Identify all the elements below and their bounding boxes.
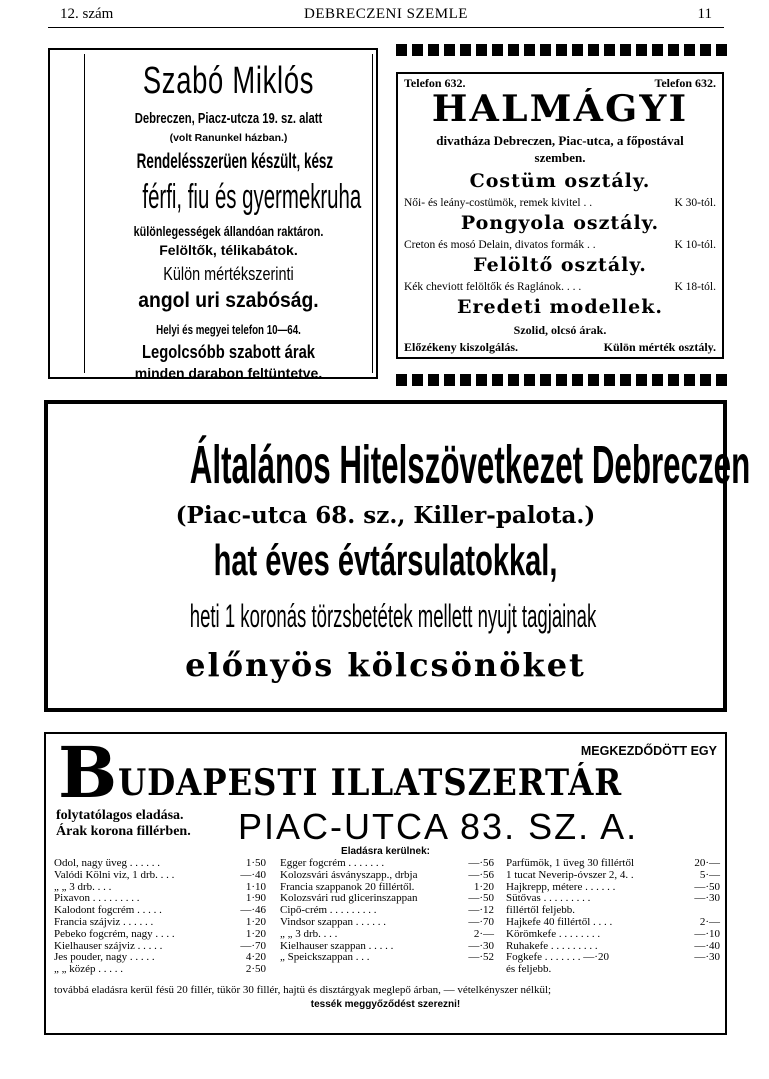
szabo-line: Rendelésszerüen készült, kész (136, 150, 334, 173)
product-name: „ Speickszappan . . . (280, 951, 370, 964)
footer-text: továbbá eladásra kerül fésü 20 fillér, tükör 30 fillér, hajtü és disztárgyak meglepő árban, — vételkényszer nélkül; (54, 984, 552, 996)
product-name: 1 tucat Neverip-óvszer 2, 4. . (506, 868, 634, 881)
product-name: „ „ közép . . . . . (54, 963, 124, 976)
product-name: Ruhakefe . . . . . . . . . (506, 939, 598, 952)
product-price: 4·20 (245, 951, 266, 964)
halmagyi-subtitle: divatháza Debreczen, Piac-utca, a főpostával (436, 133, 684, 148)
item-price: K 10-tól. (674, 239, 716, 251)
telephone-left: Telefon 632. (404, 76, 466, 90)
product-price: —·30 (694, 951, 720, 964)
product-name: Valódi Kölni viz, 1 drb. . . . (54, 868, 175, 881)
product-price: —·10 (694, 927, 720, 940)
product-price: 2·50 (245, 963, 266, 976)
price-column-2 (280, 858, 494, 964)
product-price: 20·— (694, 857, 720, 869)
product-name: Cipő-crém . . . . . . . . . (280, 904, 377, 917)
product-name: Francia szájviz . . . . . . (54, 915, 154, 928)
product-price: —·50 (694, 880, 720, 893)
product-price: —·56 (468, 857, 494, 869)
hitel-address: (Piac-utca 68. sz., Killer-palota.) (175, 502, 596, 529)
product-price: 1·20 (473, 880, 494, 893)
product-name: Odol, nagy üveg . . . . . . (54, 857, 161, 869)
journal-title: DEBRECZENI SZEMLE (304, 6, 468, 22)
product-price: 1·90 (245, 892, 266, 905)
szabo-name: Szabó Miklós (142, 60, 315, 102)
product-price: 5·— (699, 868, 720, 881)
item-price: K 30-tól. (674, 197, 716, 209)
product-name: Körömkefe . . . . . . . . (506, 927, 601, 940)
product-price: —·12 (468, 904, 494, 917)
product-price: —·70 (468, 915, 494, 928)
product-name: Jes pouder, nagy . . . . . (54, 951, 155, 964)
item-price: K 18-tól. (674, 281, 716, 293)
product-price: 1·20 (245, 927, 266, 940)
product-name: Pebeko fogcrém, nagy . . . . (54, 927, 175, 940)
szabo-line: különlegességek állandóan raktáron. (133, 224, 324, 239)
product-name: Parfümök, 1 üveg 30 fillértől (506, 857, 635, 869)
halmagyi-prices-note: Szolid, olcsó árak. (513, 323, 607, 337)
szabo-line: angol uri szabóság. (138, 289, 319, 312)
product-price: 1·50 (245, 857, 266, 869)
product-price: —·40 (240, 868, 266, 881)
price-row (506, 964, 720, 976)
price-row (280, 952, 494, 964)
item-text: Creton és mosó Delain, divatos formák . . (404, 239, 596, 251)
price-note: Árak korona fillérben. (56, 824, 191, 839)
product-price: 2·— (473, 927, 494, 940)
footer-left: Előzékeny kiszolgálás. (404, 340, 519, 354)
product-price: 2·— (699, 915, 720, 928)
product-name: Kolozsvári ásványszapp., drbja (280, 868, 418, 881)
product-name: Kalodont fogcrém . . . . . (54, 904, 162, 917)
hitel-line: heti 1 koronás törzsbetétek mellett nyujt tagjainak (189, 598, 597, 634)
product-price: —·52 (468, 951, 494, 964)
product-name: „ „ 3 drb. . . . (54, 880, 112, 893)
szabo-line: Felöltők, télikabátok. (159, 242, 298, 258)
product-name: Francia szappanok 20 fillértől. (280, 880, 415, 893)
szabo-line: minden darabon feltüntetve. (134, 365, 323, 381)
product-price: —·40 (694, 939, 720, 952)
product-name: Kielhauser szájviz . . . . . (54, 939, 163, 952)
product-name: Hajkrepp, métere . . . . . . (506, 880, 616, 893)
product-name: Pixavon . . . . . . . . . (54, 892, 140, 905)
category-item (404, 197, 716, 209)
square-border-top (396, 44, 727, 56)
product-price: —·50 (468, 892, 494, 905)
footer-right: Külön mérték osztály. (603, 340, 716, 354)
product-name: Kielhauser szappan . . . . . (280, 939, 394, 952)
product-name: „ „ 3 drb. . . . (280, 927, 338, 940)
initial-letter: B (58, 731, 118, 814)
product-name: Sütővas . . . . . . . . . (506, 892, 591, 905)
footer-callout: tessék meggyőződést szerezni! (310, 999, 461, 1010)
szabo-advert (48, 48, 378, 379)
illatszertar-advert (44, 732, 727, 1035)
price-column-3 (506, 858, 720, 976)
product-name: Fogkefe . . . . . . . —·20 (506, 951, 609, 964)
telephone-right: Telefon 632. (654, 76, 716, 90)
halmagyi-subtitle: szemben. (534, 150, 586, 165)
running-header (48, 4, 724, 28)
category-item (404, 239, 716, 251)
product-price: —·30 (694, 892, 720, 905)
started-label: MEGKEZDŐDÖTT EGY (580, 744, 717, 758)
szabo-line: Külön mértékszerinti (163, 264, 294, 284)
hitelszovetkezet-advert (44, 400, 751, 712)
product-name: Kolozsvári rud glicerinszappan (280, 892, 418, 905)
product-name: fillértől feljebb. (506, 904, 576, 917)
product-price: —·30 (468, 939, 494, 952)
item-text: Női- és leány-costümök, remek kivitel . . (404, 197, 593, 209)
product-price: —·46 (240, 904, 266, 917)
category-heading: Eredeti modellek. (456, 296, 664, 318)
product-price: —·70 (240, 939, 266, 952)
sale-heading: Eladásra kerülnek: (341, 846, 430, 857)
sale-note: folytatólagos eladása. (56, 808, 184, 823)
category-item (404, 281, 716, 293)
price-row (54, 964, 266, 976)
hitel-line: előnyös kölcsönöket (185, 646, 586, 684)
product-name: Vindsor szappan . . . . . . (280, 915, 386, 928)
szabo-address: Debreczen, Piacz-utcza 19. sz. alatt (134, 110, 323, 127)
category-heading: Costüm osztály. (469, 170, 651, 192)
price-column-1 (54, 858, 266, 976)
szabo-line: Legolcsóbb szabott árak (141, 342, 316, 362)
hitel-title: Általános Hitelszövetkezet Debreczen (189, 435, 751, 495)
product-name: Egger fogcrém . . . . . . . (280, 857, 385, 869)
item-text: Kék cheviott felöltők és Raglánok. . . . (404, 281, 582, 293)
header-rule (48, 27, 724, 28)
product-name: és feljebb. (506, 963, 552, 976)
szabo-phone: Helyi és megyei telefon 10—64. (156, 322, 301, 337)
product-price: —·56 (468, 868, 494, 881)
product-name: Hajkefe 40 fillértől . . . . (506, 915, 613, 928)
category-heading: Pongyola osztály. (460, 212, 660, 234)
illatszertar-title: UDAPESTI ILLATSZERTÁR (118, 762, 623, 804)
szabo-inner-frame (84, 54, 373, 381)
szabo-line: férfi, fiu és gyermekruha (142, 178, 362, 216)
square-border-bottom (396, 374, 727, 386)
category-heading: Felöltő osztály. (473, 254, 647, 276)
illatszertar-address: PIAC-UTCA 83. SZ. A. (238, 806, 639, 847)
szabo-previous-location: (volt Ranunkel házban.) (169, 132, 288, 144)
issue-number: 12. szám (60, 6, 114, 22)
product-price: 1·20 (245, 915, 266, 928)
product-price: 1·10 (245, 880, 266, 893)
halmagyi-advert (396, 72, 724, 359)
hitel-line: hat éves évtársulatokkal, (213, 536, 558, 585)
halmagyi-name: HALMÁGYI (431, 88, 689, 130)
page-number: 11 (697, 6, 712, 22)
